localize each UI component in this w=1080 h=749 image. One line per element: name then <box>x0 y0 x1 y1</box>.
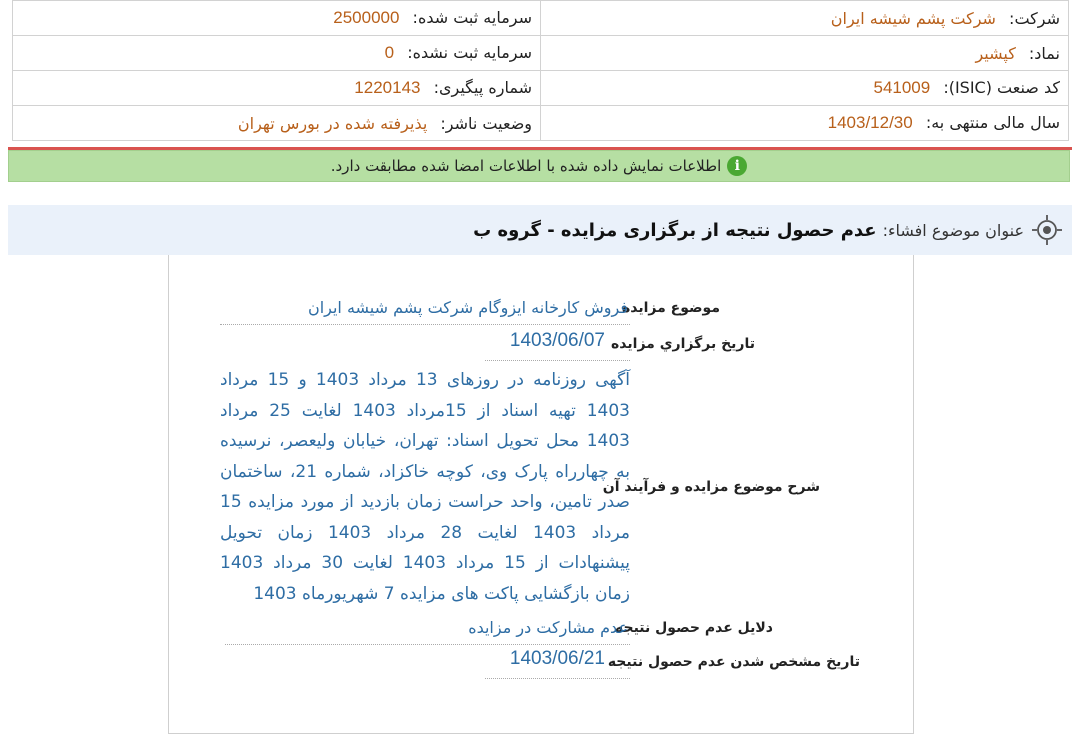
publisher-status-label: وضعیت ناشر: <box>440 113 532 133</box>
tracking-cell <box>13 71 541 106</box>
company-value[interactable]: شرکت پشم شیشه ایران <box>830 8 996 28</box>
auction-subject-label: موضوع مزایده <box>622 300 720 316</box>
isic-value: 541009 <box>873 78 931 97</box>
target-icon <box>1032 215 1062 245</box>
row-divider <box>485 360 630 361</box>
company-cell <box>541 1 1069 36</box>
unregistered-capital-value: 0 <box>384 43 395 62</box>
registered-capital-label: سرمایه ثبت شده: <box>412 8 532 27</box>
isic-cell <box>541 71 1069 106</box>
symbol-label: نماد: <box>1028 43 1060 63</box>
description-value: آگهی روزنامه در روزهای 13 مرداد 1403 و 15 مرداد 1403 تهیه اسناد از 15مرداد 1403 لغایت 25 مرداد 1403 محل تحویل اسناد: تهران، خیابان ولیعصر، نرسیده به چهارراه پارک وی، کوچه خاکزاد، شماره 21، ساختمان صدر تامین، واحد حراست زمان بازدید از مورد مزایده 15 مرداد 1403 لغایت 28 مرداد 1403 زمان تحویل پیشنهادات از 15 مرداد 1403 لغایت 30 مرداد 1403 زمان بازگشایی پاکت های مزایده 7 شهریورماه 1403 <box>220 370 630 604</box>
row-divider <box>220 324 630 325</box>
subject-bar <box>8 205 1072 255</box>
symbol-cell <box>541 36 1069 71</box>
auction-subject-value: فروش کارخانه ایزوگام شرکت پشم شیشه ایران <box>307 298 628 317</box>
symbol-value[interactable]: کپشیر <box>975 43 1016 63</box>
registered-capital-value: 2500000 <box>333 8 400 27</box>
fiscal-year-value: 1403/12/30 <box>827 113 913 132</box>
tracking-value: 1220143 <box>354 78 421 97</box>
auction-date-value: 1403/06/07 <box>509 330 605 351</box>
row-divider <box>225 644 630 645</box>
failure-reasons-label: دلایل عدم حصول نتیجه <box>615 620 773 636</box>
tracking-label: شماره پیگیری: <box>433 78 532 97</box>
subject-title: عدم حصول نتیجه از برگزاری مزایده - گروه ب <box>473 219 877 241</box>
failure-date-value: 1403/06/21 <box>509 648 605 669</box>
company-label: شرکت: <box>1009 8 1060 28</box>
info-icon: i <box>727 156 747 176</box>
company-info-table <box>12 0 1069 141</box>
publisher-status-value: پذیرفته شده در بورس تهران <box>237 113 428 133</box>
notice-text: اطلاعات نمایش داده شده با اطلاعات امضا شده مطابقت دارد. <box>330 157 722 175</box>
failure-reasons-value: عدم مشارکت در مزایده <box>468 618 628 637</box>
isic-label: کد صنعت (ISIC): <box>943 78 1060 97</box>
description-label: شرح موضوع مزایده و فرآیند آن <box>602 479 820 495</box>
unregistered-capital-cell <box>13 36 541 71</box>
fiscal-year-label: سال مالی منتهی به: <box>925 113 1060 132</box>
auction-date-label: تاريخ برگزاري مزايده <box>611 336 755 352</box>
registered-capital-cell <box>13 1 541 36</box>
unregistered-capital-label: سرمایه ثبت نشده: <box>407 43 532 62</box>
row-divider <box>485 678 630 679</box>
failure-date-label: تاریخ مشخص شدن عدم حصول نتیجه <box>607 654 860 670</box>
fiscal-year-cell <box>541 106 1069 141</box>
verification-notice <box>8 150 1070 182</box>
publisher-status-cell <box>13 106 541 141</box>
subject-label: عنوان موضوع افشاء: <box>882 220 1024 240</box>
